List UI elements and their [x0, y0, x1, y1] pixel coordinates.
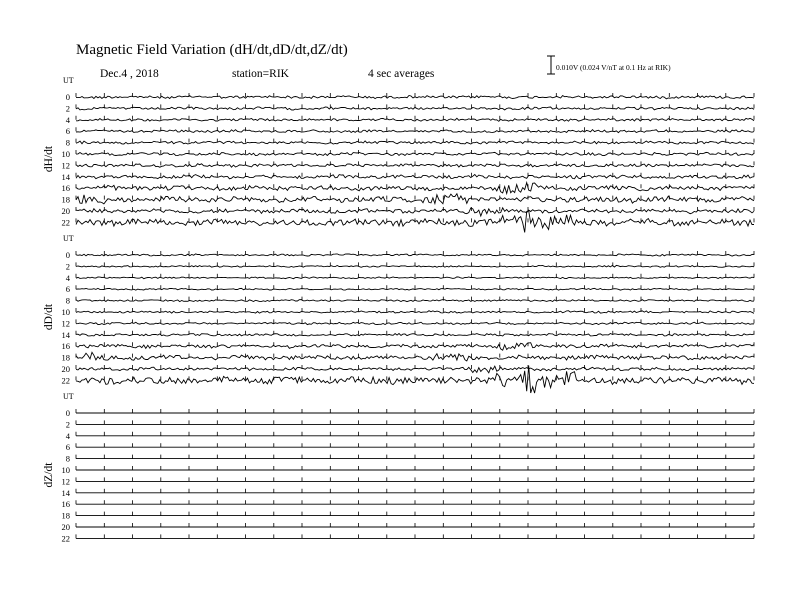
hour-label: 16	[61, 341, 70, 352]
date-label: Dec.4 , 2018	[100, 68, 159, 80]
ut-label: UT	[63, 76, 74, 85]
hour-label: 0	[65, 250, 70, 260]
hour-label: 18	[61, 510, 70, 521]
scale-bar	[547, 56, 555, 74]
hour-label: 16	[61, 183, 70, 194]
hour-label: 2	[65, 261, 70, 272]
hour-label: 4	[65, 272, 70, 283]
hour-label: 4	[65, 114, 70, 125]
hour-label: 12	[61, 318, 70, 329]
hour-label: 10	[61, 307, 70, 317]
hour-label: 8	[65, 295, 70, 306]
panel-label: dZ/dt	[43, 462, 55, 488]
panel-dH-dt	[43, 76, 754, 232]
ut-label: UT	[63, 392, 74, 401]
hour-label: 12	[61, 476, 70, 487]
hour-label: 4	[65, 430, 70, 441]
hour-label: 16	[61, 499, 70, 510]
hour-label: 14	[61, 171, 70, 182]
hour-label: 12	[61, 160, 70, 171]
hour-label: 20	[61, 364, 70, 374]
hour-label: 20	[61, 522, 70, 532]
panel-dZ-dt	[43, 392, 754, 543]
averaging-label: 4 sec averages	[368, 68, 435, 80]
hour-label: 6	[65, 284, 70, 295]
panels	[43, 76, 754, 543]
hour-label: 8	[65, 137, 70, 148]
hour-label: 20	[61, 206, 70, 216]
hour-label: 10	[61, 465, 70, 475]
hour-label: 14	[61, 329, 70, 340]
hour-label: 10	[61, 149, 70, 159]
hour-label: 0	[65, 92, 70, 102]
hour-label: 18	[61, 194, 70, 205]
hour-label: 0	[65, 408, 70, 418]
hour-label: 2	[65, 419, 70, 430]
hour-label: 2	[65, 103, 70, 114]
hour-label: 22	[61, 217, 70, 228]
panel-label: dD/dt	[43, 303, 55, 331]
hour-label: 6	[65, 126, 70, 137]
chart-title: Magnetic Field Variation (dH/dt,dD/dt,dZ/dt)	[76, 42, 348, 58]
hour-label: 22	[61, 375, 70, 386]
hour-label: 14	[61, 487, 70, 498]
panel-dD-dt	[43, 234, 754, 393]
scale-label: 0.010V (0.024 V/nT at 0.1 Hz at RIK)	[556, 63, 671, 72]
panel-label: dH/dt	[43, 145, 55, 173]
hour-label: 22	[61, 533, 70, 544]
hour-label: 6	[65, 442, 70, 453]
hour-label: 8	[65, 453, 70, 464]
ut-label: UT	[63, 234, 74, 243]
station-label: station=RIK	[232, 68, 289, 80]
hour-label: 18	[61, 352, 70, 363]
